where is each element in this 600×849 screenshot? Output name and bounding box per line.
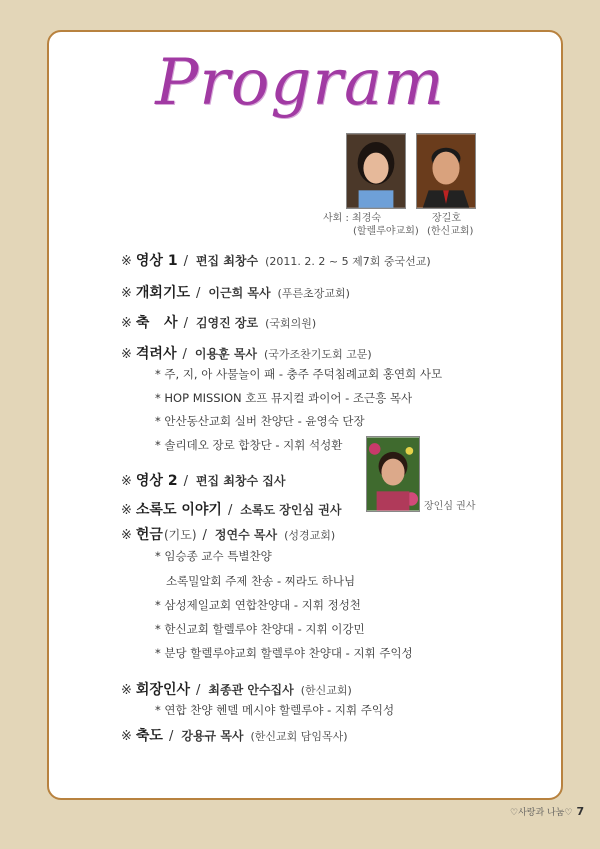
- program-item-encouragement: [121, 343, 372, 363]
- item-person: 편집 최창수 집사: [195, 474, 286, 488]
- item-heading: 영상 1: [135, 253, 178, 269]
- bullet-marker: ※: [121, 503, 132, 518]
- page-footer: [510, 805, 584, 818]
- item-heading: 개회기도: [135, 285, 191, 301]
- encouragement-sub-1: * 주, 지, 아 사물놀이 패 - 충주 주덕침례교회 홍연희 사모: [155, 367, 443, 381]
- item-person: 이용훈 목사: [194, 347, 258, 361]
- program-item-congratulation: [121, 312, 316, 332]
- separator: /: [183, 474, 188, 489]
- speaker-caption: 장인심 권사: [424, 501, 476, 512]
- item-heading: 격려사: [135, 346, 177, 362]
- item-heading: 헌금: [135, 527, 163, 543]
- greeting-sub-1: * 연합 찬양 헨델 메시야 할렐루야 - 지휘 주익성: [155, 703, 395, 717]
- bullet-marker: ※: [121, 286, 132, 301]
- item-note: (2011. 2. 2 ~ 5 제7회 중국선교): [265, 255, 431, 268]
- program-item-offering: [121, 524, 335, 544]
- presenter-caption-2: 장길호: [432, 213, 461, 224]
- item-person: 김영진 장로: [195, 316, 259, 330]
- offering-sub-4: * 한신교회 할렐루야 찬양대 - 지휘 이강민: [155, 622, 365, 636]
- item-heading: 영상 2: [135, 473, 178, 489]
- separator: /: [202, 528, 207, 543]
- item-person: 이근희 목사: [208, 286, 271, 300]
- separator: /: [196, 286, 201, 301]
- presenter-church-2: (한신교회): [427, 226, 474, 237]
- bullet-marker: ※: [121, 528, 132, 543]
- offering-sub-3: * 삼성제일교회 연합찬양대 - 지휘 정성천: [155, 598, 361, 612]
- page-number: 7: [576, 805, 585, 818]
- program-item-video-2: [121, 470, 285, 490]
- offering-sub-2: 소록밀알회 주제 찬송 - 찌라도 하나님: [166, 574, 356, 588]
- item-note: (성경교회): [284, 529, 336, 542]
- separator: /: [183, 316, 188, 331]
- item-heading: 소록도 이야기: [135, 502, 222, 518]
- encouragement-sub-4: * 솔리데오 장로 합창단 - 지휘 석성환: [155, 438, 343, 452]
- item-heading: 축 사: [135, 315, 178, 331]
- presenter-church-1: (할렐루야교회): [353, 226, 419, 237]
- item-person: 강용규 목사: [181, 729, 244, 743]
- separator: /: [182, 347, 187, 362]
- bullet-marker: ※: [121, 729, 132, 744]
- separator: /: [227, 503, 233, 518]
- item-person: 소록도 장인심 권사: [240, 503, 342, 517]
- item-heading: 회장인사: [135, 682, 191, 698]
- footer-text: ♡사랑과 나눔♡: [510, 808, 573, 818]
- item-note: (한신교회 담임목사): [250, 730, 348, 743]
- presenter-photo-2: [416, 133, 476, 209]
- program-item-greeting: [121, 679, 352, 699]
- item-person: 정연수 목사: [214, 528, 278, 542]
- item-heading-suffix: (기도): [163, 528, 197, 542]
- separator: /: [183, 254, 188, 269]
- encouragement-sub-3: * 안산동산교회 실버 찬양단 - 윤영숙 단장: [155, 414, 365, 428]
- bullet-marker: ※: [121, 254, 132, 269]
- speaker-photo: [366, 436, 420, 512]
- program-item-opening-prayer: [121, 282, 350, 302]
- separator: /: [168, 729, 174, 744]
- bullet-marker: ※: [121, 683, 132, 698]
- bullet-marker: ※: [121, 347, 132, 362]
- presenter-caption-1: 사회 : 최경숙: [323, 213, 382, 224]
- item-heading: 축도: [135, 728, 163, 744]
- bullet-marker: ※: [121, 316, 132, 331]
- program-item-benediction: [121, 725, 348, 745]
- program-item-video-1: [121, 250, 431, 270]
- offering-sub-5: * 분당 할렐루야교회 할렐루야 찬양대 - 지휘 주익성: [155, 646, 413, 660]
- item-note: (국회의원): [265, 317, 317, 330]
- program-item-sorokdo-story: [121, 499, 341, 519]
- item-person: 편집 최창수: [195, 254, 259, 268]
- item-note: (푸른초장교회): [277, 287, 350, 300]
- separator: /: [196, 683, 201, 698]
- program-title: Program: [155, 46, 445, 120]
- encouragement-sub-2: * HOP MISSION 호프 뮤지컬 콰이어 - 조근흥 목사: [155, 391, 413, 405]
- presenter-photo-1: [346, 133, 406, 209]
- offering-sub-1: * 임승종 교수 특별찬양: [155, 549, 272, 563]
- item-note: (국가조찬기도회 고문): [264, 348, 372, 361]
- bullet-marker: ※: [121, 474, 132, 489]
- item-note: (한신교회): [300, 684, 352, 697]
- item-person: 최종관 안수집사: [208, 683, 294, 697]
